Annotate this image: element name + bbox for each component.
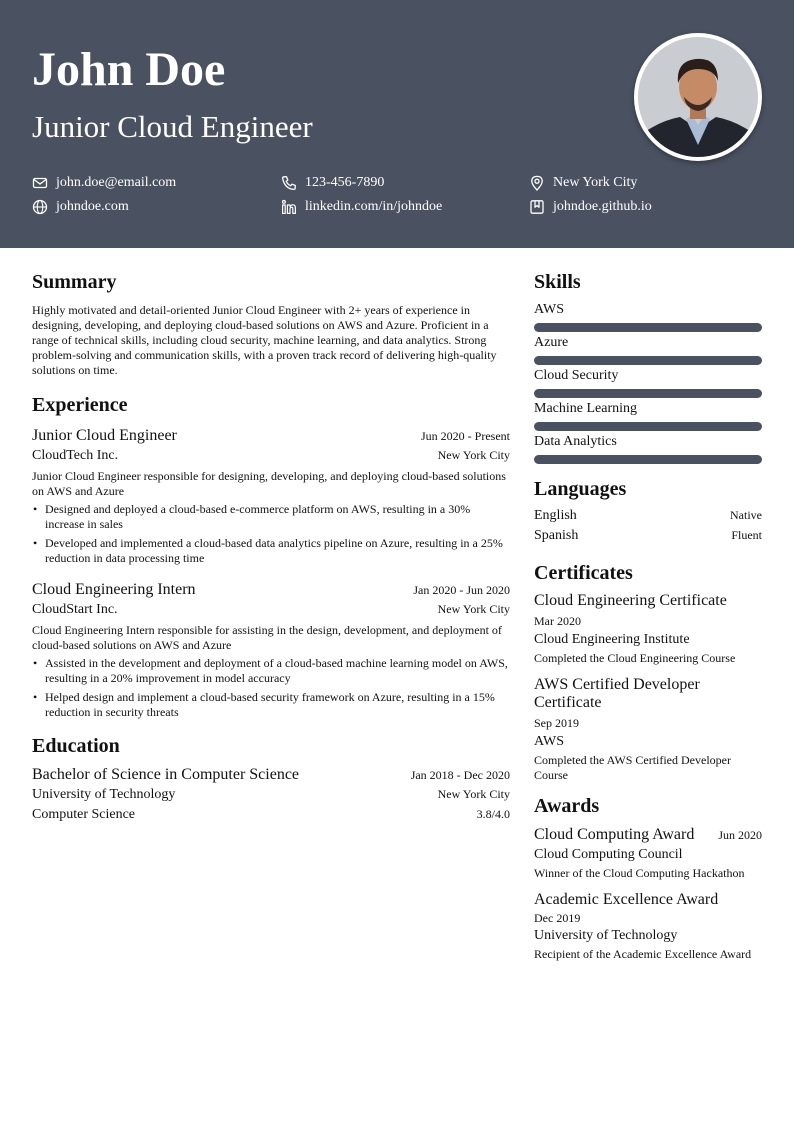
job-location: New York City (437, 602, 510, 616)
contact-email-text: john.doe@email.com (56, 175, 177, 190)
summary-text: Highly motivated and detail-oriented Junior Cloud Engineer with 2+ years of experience in designing, developing, and deploying cloud-based solutions on AWS and Azure. Proficient in a range of technical skills, including cloud security, machine learning, and data analytics. Strong problem-solving and communication skills, with a proven track record of delivering high-quality solutions on time. (32, 303, 497, 377)
education-gpa: 3.8/4.0 (476, 807, 510, 821)
award-description: Winner of the Cloud Computing Hackathon (534, 866, 745, 880)
job-achievements (32, 502, 510, 566)
education-location: New York City (437, 787, 510, 801)
contact-website[interactable] (32, 199, 129, 215)
job-company: CloudTech Inc. (32, 448, 119, 463)
job-location: New York City (437, 448, 510, 462)
skill-item (534, 433, 762, 464)
list-item: • Assisted in the development and deployment of a cloud-based machine learning model on AWS, resulting in a 20% improvement in model accuracy (32, 656, 510, 686)
job-description: Cloud Engineering Intern responsible for assisting in the design, development, and deployment of cloud-based solutions on AWS and Azure (32, 623, 502, 652)
skill-name: Azure (534, 335, 569, 350)
job-dates: Jan 2020 - Jun 2020 (413, 583, 510, 597)
education-school: University of Technology (32, 787, 176, 802)
award-date: Dec 2019 (534, 911, 581, 925)
skill-name: Machine Learning (534, 401, 638, 416)
experience-entry (32, 580, 510, 720)
job-achievements (32, 656, 510, 720)
job-dates: Jun 2020 - Present (421, 429, 510, 443)
experience-entry (32, 426, 510, 566)
language-name: English (534, 508, 577, 523)
skills-list (534, 301, 762, 464)
summary-section (32, 270, 510, 378)
award-issuer: Cloud Computing Council (534, 847, 683, 862)
language-item (534, 526, 762, 546)
job-company: CloudStart Inc. (32, 602, 118, 617)
award-item (534, 825, 762, 881)
certificate-issuer: Cloud Engineering Institute (534, 632, 690, 647)
main-column (32, 270, 510, 825)
contact-phone-text: 123-456-7890 (305, 175, 385, 190)
skill-level-bar (534, 422, 762, 431)
contact-phone[interactable] (281, 175, 384, 191)
award-item (534, 890, 762, 962)
award-description: Recipient of the Academic Excellence Award (534, 947, 752, 961)
contact-location-text: New York City (553, 175, 638, 190)
skill-name: Cloud Security (534, 368, 619, 383)
skill-item (534, 367, 762, 398)
sidebar-column (534, 270, 762, 962)
certificate-date: Mar 2020 (534, 614, 581, 628)
education-section (32, 734, 510, 825)
skill-level-bar (534, 323, 762, 332)
candidate-name: John Doe (32, 43, 226, 96)
profile-photo (634, 33, 762, 161)
certificate-item (534, 591, 762, 666)
certificate-description: Completed the Cloud Engineering Course (534, 651, 736, 665)
certificate-date: Sep 2019 (534, 716, 579, 730)
certificate-name: Cloud Engineering Certificate (534, 592, 727, 609)
certificates-heading: Certificates (534, 562, 633, 584)
certificate-issuer: AWS (534, 734, 564, 749)
education-dates: Jan 2018 - Dec 2020 (410, 768, 510, 782)
contact-linkedin[interactable] (281, 199, 442, 215)
languages-section (534, 477, 762, 546)
award-date: Jun 2020 (718, 828, 762, 842)
language-level: Native (730, 508, 762, 522)
linkedin-icon (281, 199, 297, 215)
language-name: Spanish (534, 528, 579, 543)
job-role: Junior Cloud Engineer (32, 427, 177, 444)
awards-heading: Awards (534, 795, 600, 817)
contact-github-text: johndoe.github.io (553, 199, 652, 214)
skill-level-bar (534, 389, 762, 398)
certificates-section (534, 561, 762, 783)
skill-level-bar (534, 455, 762, 464)
education-heading: Education (32, 735, 120, 757)
list-item: • Developed and implemented a cloud-based data analytics pipeline on Azure, resulting in a 25% reduction in data processing time (32, 536, 510, 566)
experience-section (32, 393, 510, 720)
bookmark-icon (529, 199, 545, 215)
skill-level-bar (534, 356, 762, 365)
skill-name: AWS (534, 302, 564, 317)
certificate-item (534, 676, 762, 783)
globe-icon (32, 199, 48, 215)
contact-website-text: johndoe.com (56, 199, 129, 214)
skills-section (534, 270, 762, 464)
award-name: Academic Excellence Award (534, 891, 719, 908)
languages-heading: Languages (534, 478, 627, 500)
skill-name: Data Analytics (534, 434, 617, 449)
skills-heading: Skills (534, 271, 581, 293)
contact-github[interactable] (529, 199, 652, 215)
job-description: Junior Cloud Engineer responsible for designing, developing, and deploying cloud-based solutions on AWS and Azure (32, 469, 506, 498)
candidate-title: Junior Cloud Engineer (32, 109, 313, 144)
certificate-description: Completed the AWS Certified Developer Course (534, 753, 731, 782)
list-item: • Helped design and implement a cloud-based security framework on Azure, resulting in a 15% reduction in security threats (32, 690, 510, 720)
award-name: Cloud Computing Award (534, 826, 695, 843)
phone-icon (281, 175, 297, 191)
job-role: Cloud Engineering Intern (32, 581, 196, 598)
contact-email[interactable] (32, 175, 176, 191)
education-degree: Bachelor of Science in Computer Science (32, 766, 300, 783)
experience-heading: Experience (32, 394, 128, 416)
summary-heading: Summary (32, 271, 117, 293)
awards-section (534, 794, 762, 962)
language-level: Fluent (731, 528, 762, 542)
location-pin-icon (529, 175, 545, 191)
contact-location (529, 175, 637, 191)
language-item (534, 506, 762, 526)
certificate-name: AWS Certified Developer Certificate (534, 676, 700, 711)
contact-linkedin-text: linkedin.com/in/johndoe (305, 199, 443, 214)
mail-icon (32, 175, 48, 191)
skill-item (534, 334, 762, 365)
award-issuer: University of Technology (534, 928, 678, 943)
resume-header (0, 0, 794, 248)
list-item: • Designed and deployed a cloud-based e-commerce platform on AWS, resulting in a 30% increase in sales (32, 502, 510, 532)
education-field: Computer Science (32, 807, 136, 822)
profile-photo-image (638, 37, 758, 157)
skill-item (534, 301, 762, 332)
skill-item (534, 400, 762, 431)
